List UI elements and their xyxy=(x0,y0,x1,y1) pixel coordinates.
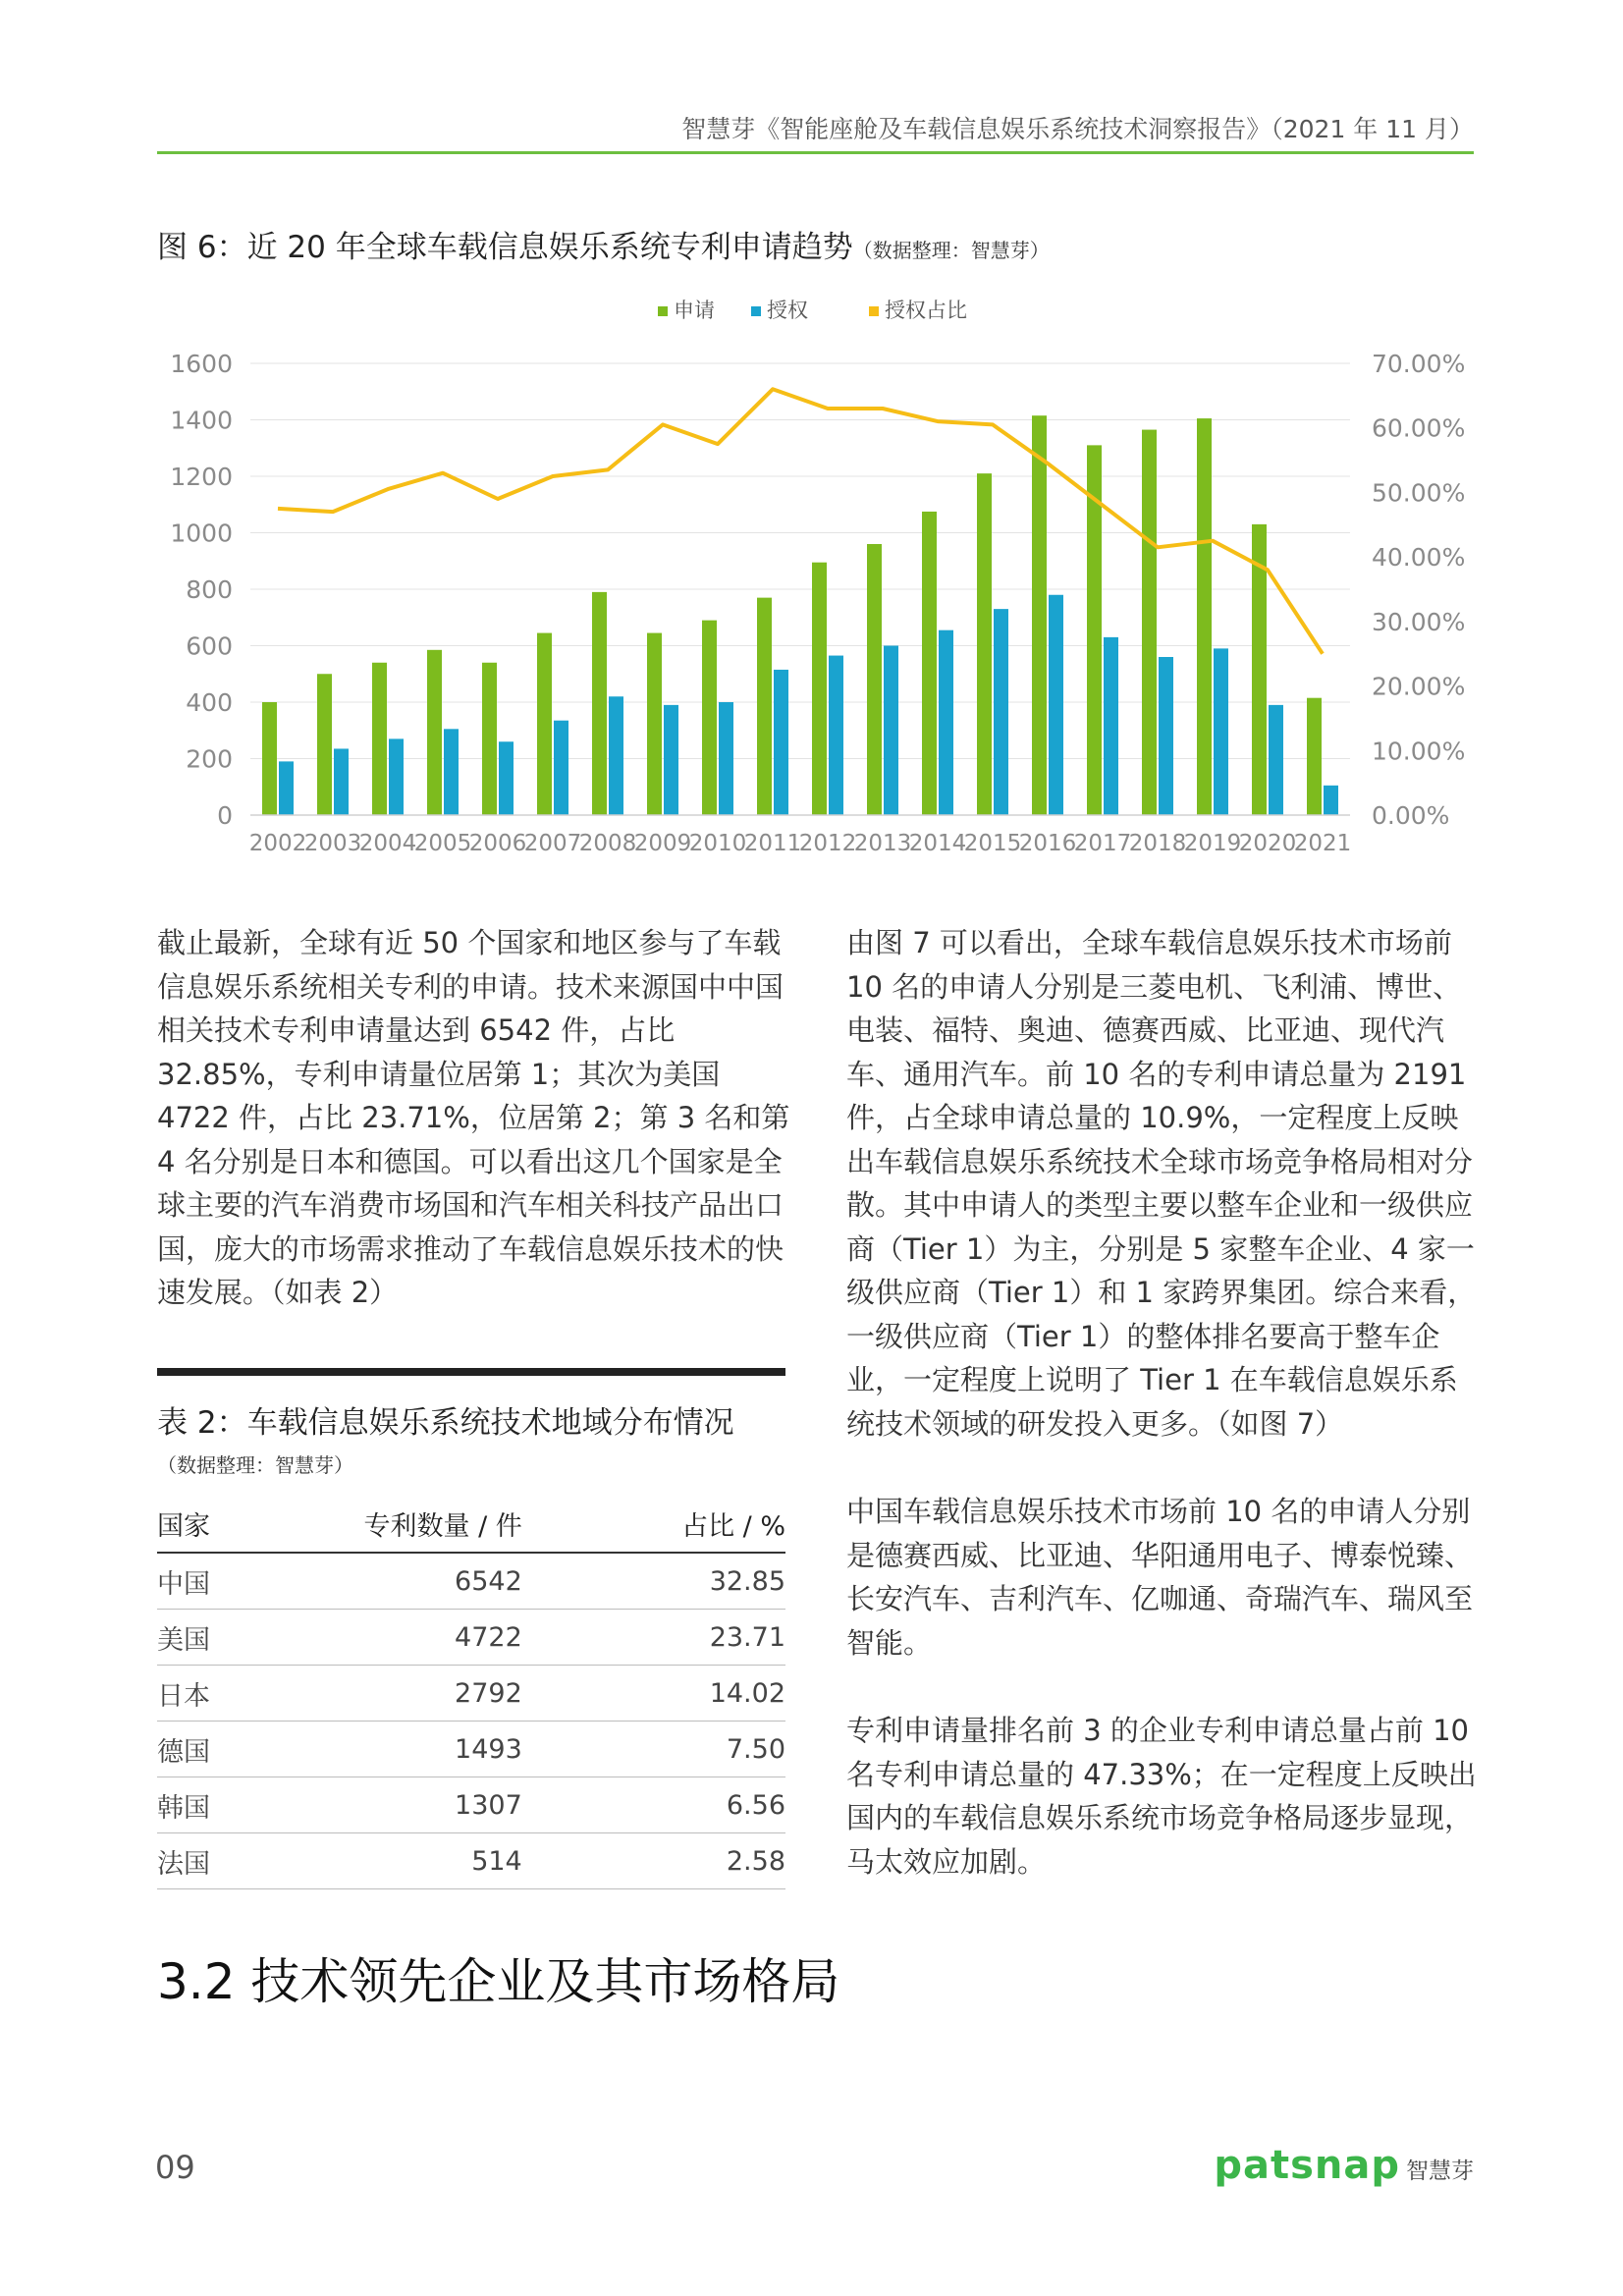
y-right-tick-label: 10.00% xyxy=(1372,737,1466,766)
table-source-note: （数据整理：智慧芽） xyxy=(157,1453,353,1477)
cell-country: 韩国 xyxy=(157,1777,292,1833)
bar-application xyxy=(372,663,387,815)
y-right-tick-label: 40.00% xyxy=(1372,543,1466,573)
cell-count: 1307 xyxy=(292,1777,522,1833)
right-paragraph-1: 由图 7 可以看出，全球车载信息娱乐技术市场前 10 名的申请人分别是三菱电机、飞利浦、博世、电装、福特、奥迪、德赛西威、比亚迪、现代汽车、通用汽车。前 10 名的专利申请总量为 2191 件，占全球申请总量的 10.9%，一定程度上反映出车载信息娱乐系统技术全球市场竞争格局相对分散。其中申请人的类型主要以整车企业和一级供应商（Tier 1）为主，分别是 5 家整车企业、4 家一级供应商（Tier 1）和 1 家跨界集团。综合来看，一级供应商（Tier 1）的整体排名要高于整车企业，一定程度上说明了 Tier 1 在车载信息娱乐系统技术领域的研发投入更多。（如图 7） xyxy=(846,926,1477,1441)
right-paragraph-3: 专利申请量排名前 3 的企业专利申请总量占前 10 名专利申请总量的 47.33%；在一定程度上反映出国内的车载信息娱乐系统市场竞争格局逐步显现，马太效应加剧。 xyxy=(846,1714,1477,1879)
table-header-row xyxy=(157,1496,785,1553)
bar-grant xyxy=(1104,637,1118,815)
logo-chinese: 智慧芽 xyxy=(1406,2159,1474,2184)
legend-swatch xyxy=(658,306,668,316)
bar-application xyxy=(592,592,607,815)
legend-swatch xyxy=(869,306,879,316)
x-tick-label: 2015 xyxy=(963,831,1022,856)
bar-application xyxy=(867,544,882,815)
y-right-tick-label: 60.00% xyxy=(1372,413,1466,443)
cell-share: 2.58 xyxy=(522,1833,785,1889)
x-tick-label: 2004 xyxy=(358,831,417,856)
legend-label: 授权占比 xyxy=(885,299,967,322)
bar-application xyxy=(427,650,442,815)
y-right-tick-label: 30.00% xyxy=(1372,607,1466,636)
cell-country: 德国 xyxy=(157,1722,292,1777)
x-tick-label: 2017 xyxy=(1073,831,1132,856)
y-left-tick-label: 600 xyxy=(186,631,233,661)
bar-grant xyxy=(334,748,349,815)
bar-application xyxy=(537,633,552,815)
cell-share: 23.71 xyxy=(522,1610,785,1666)
y-right-tick-label: 50.00% xyxy=(1372,478,1466,508)
bar-application xyxy=(647,633,662,815)
header-share: 占比 / % xyxy=(522,1496,785,1553)
region-table xyxy=(157,1496,785,1889)
bar-grant xyxy=(829,656,843,815)
cell-count: 514 xyxy=(292,1833,522,1889)
y-left-tick-label: 400 xyxy=(186,688,233,717)
x-tick-label: 2019 xyxy=(1183,831,1242,856)
x-tick-label: 2003 xyxy=(303,831,362,856)
table-row xyxy=(157,1610,785,1666)
bar-grant xyxy=(774,670,788,815)
legend-label: 申请 xyxy=(674,299,715,322)
bar-grant xyxy=(1159,657,1173,815)
bar-grant xyxy=(609,696,623,815)
figure-title-text: 图 6：近 20 年全球车载信息娱乐系统专利申请趋势 xyxy=(157,230,853,265)
x-tick-label: 2006 xyxy=(468,831,527,856)
y-left-tick-label: 1600 xyxy=(170,350,233,378)
table-title: 表 2：车载信息娱乐系统技术地域分布情况 xyxy=(157,1405,734,1441)
bar-grant xyxy=(499,741,514,815)
bar-grant xyxy=(884,646,898,816)
line-grant-ratio xyxy=(278,389,1323,653)
patent-trend-chart xyxy=(137,285,1492,874)
bar-grant xyxy=(1324,786,1338,815)
cell-share: 6.56 xyxy=(522,1777,785,1833)
section-heading: 3.2 技术领先企业及其市场格局 xyxy=(157,1953,840,2010)
table-top-rule xyxy=(157,1368,785,1376)
table-row xyxy=(157,1777,785,1833)
y-right-tick-label: 0.00% xyxy=(1372,801,1450,830)
page-header xyxy=(157,110,1474,154)
legend-label: 授权 xyxy=(767,299,808,322)
bar-application xyxy=(482,663,497,815)
logo-wordmark: patsnap xyxy=(1214,2143,1400,2188)
x-tick-label: 2011 xyxy=(743,831,802,856)
x-tick-label: 2012 xyxy=(798,831,857,856)
x-tick-label: 2009 xyxy=(633,831,692,856)
cell-country: 日本 xyxy=(157,1666,292,1722)
bar-grant xyxy=(1214,648,1228,815)
right-column xyxy=(846,921,1485,1928)
figure-source-note: （数据整理：智慧芽） xyxy=(852,239,1050,262)
figure-title xyxy=(157,222,1050,266)
x-tick-label: 2002 xyxy=(248,831,307,856)
table-row xyxy=(157,1666,785,1722)
bar-application xyxy=(262,702,277,815)
x-tick-label: 2010 xyxy=(688,831,747,856)
bar-grant xyxy=(1269,705,1283,815)
left-column xyxy=(157,921,795,1315)
header-country: 国家 xyxy=(157,1496,292,1553)
bar-grant xyxy=(444,729,459,815)
bar-application xyxy=(1142,430,1157,815)
header-title: 智慧芽《智能座舱及车载信息娱乐系统技术洞察报告》（2021 年 11 月） xyxy=(681,115,1474,143)
table-block xyxy=(157,1368,785,1889)
x-tick-label: 2018 xyxy=(1128,831,1187,856)
y-left-tick-label: 1000 xyxy=(170,519,233,548)
right-paragraph-2: 中国车载信息娱乐技术市场前 10 名的申请人分别是德赛西威、比亚迪、华阳通用电子、博泰悦臻、长安汽车、吉利汽车、亿咖通、奇瑞汽车、瑞风至智能。 xyxy=(846,1495,1474,1660)
y-right-tick-label: 70.00% xyxy=(1372,350,1466,378)
x-tick-label: 2020 xyxy=(1238,831,1297,856)
bar-application xyxy=(1307,698,1322,815)
table-row xyxy=(157,1722,785,1777)
cell-share: 32.85 xyxy=(522,1553,785,1610)
cell-count: 4722 xyxy=(292,1610,522,1666)
bar-grant xyxy=(1049,595,1063,815)
bar-application xyxy=(757,598,772,815)
x-tick-label: 2013 xyxy=(853,831,912,856)
x-tick-label: 2005 xyxy=(413,831,472,856)
cell-country: 法国 xyxy=(157,1833,292,1889)
bar-application xyxy=(812,563,827,815)
bar-application xyxy=(317,674,332,815)
x-tick-label: 2008 xyxy=(578,831,637,856)
cell-share: 14.02 xyxy=(522,1666,785,1722)
header-count: 专利数量 / 件 xyxy=(292,1496,522,1553)
bar-grant xyxy=(939,630,953,815)
bar-grant xyxy=(389,738,404,815)
x-tick-label: 2021 xyxy=(1293,831,1352,856)
cell-share: 7.50 xyxy=(522,1722,785,1777)
bar-application xyxy=(977,473,992,815)
y-right-tick-label: 20.00% xyxy=(1372,672,1466,701)
bar-application xyxy=(1032,415,1047,815)
x-tick-label: 2007 xyxy=(523,831,582,856)
page-number: 09 xyxy=(155,2149,195,2186)
y-left-tick-label: 1400 xyxy=(170,406,233,435)
cell-country: 中国 xyxy=(157,1553,292,1610)
bar-application xyxy=(702,621,717,815)
y-left-tick-label: 1200 xyxy=(170,463,233,491)
cell-count: 6542 xyxy=(292,1553,522,1610)
cell-count: 1493 xyxy=(292,1722,522,1777)
bar-application xyxy=(922,512,937,815)
x-tick-label: 2016 xyxy=(1018,831,1077,856)
y-left-tick-label: 0 xyxy=(217,801,233,830)
y-left-tick-label: 200 xyxy=(186,744,233,774)
legend-swatch xyxy=(751,306,761,316)
table-row xyxy=(157,1833,785,1889)
bar-grant xyxy=(664,705,678,815)
cell-country: 美国 xyxy=(157,1610,292,1666)
y-left-tick-label: 800 xyxy=(186,575,233,604)
cell-count: 2792 xyxy=(292,1666,522,1722)
bar-grant xyxy=(279,761,294,815)
bar-grant xyxy=(719,702,733,815)
patsnap-logo xyxy=(1214,2143,1474,2188)
x-tick-label: 2014 xyxy=(908,831,967,856)
bar-grant xyxy=(994,609,1008,815)
left-paragraph: 截止最新，全球有近 50 个国家和地区参与了车载信息娱乐系统相关专利的申请。技术来源国中中国相关技术专利申请量达到 6542 件，占比 32.85%，专利申请量位居第 1；其次为美国 4722 件，占比 23.71%，位居第 2；第 3 名和第 4 名分别是日本和德国。可以看出这几个国家是全球主要的汽车消费市场国和汽车相关科技产品出口国，庞大的市场需求推动了车载信息娱乐技术的快速发展。（如表 2） xyxy=(157,926,790,1309)
bar-application xyxy=(1197,418,1212,815)
table-row xyxy=(157,1553,785,1610)
bar-grant xyxy=(554,721,568,815)
